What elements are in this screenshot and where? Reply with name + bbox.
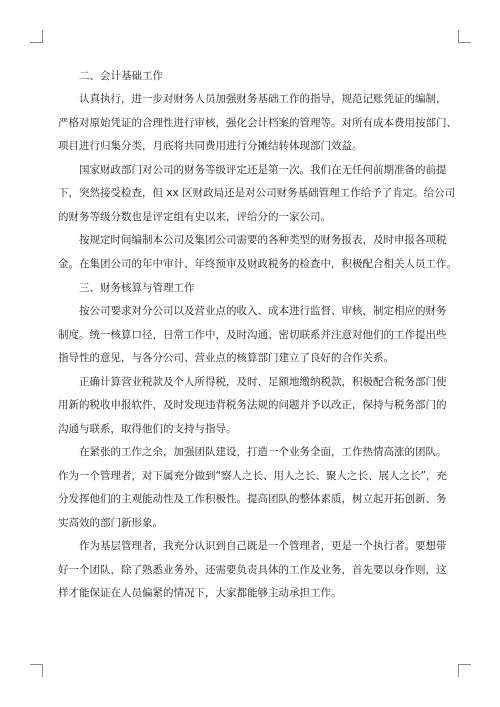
paragraph-line: 项目进行归集分类，月底将共同费用进行分摊结转体现部门效益。 <box>58 140 363 152</box>
paragraph <box>58 371 447 442</box>
paragraph <box>58 88 457 159</box>
paragraph-line: 金。在集团公司的年中审计、年终预审及财政税务的检查中，积极配合相关人员工作。 <box>58 257 457 270</box>
crop-mark-bottom-left <box>30 664 43 677</box>
paragraph-line: 按公司要求对分公司以及营业点的收入、成本进行监督、审核，制定相应的财务 <box>79 305 447 317</box>
paragraph-line: 实高效的部门新形象。 <box>58 516 163 529</box>
paragraph-line: 正确计算营业税款及个人所得税，及时、足额地缴纳税款，积极配合税务部门使 <box>79 375 447 388</box>
paragraph-line: 作为基层管理者，我充分认识到自己既是一个管理者，更是一个执行者。要想带 <box>79 540 447 552</box>
paragraph-line: 按规定时间编制本公司及集团公司需要的各种类型的财务报表，及时申报各项税 <box>79 234 447 246</box>
document-body <box>58 64 457 606</box>
paragraph-line: 认真执行，进一步对财务人员加强财务基础工作的指导，规范记账凭证的编制， <box>79 93 447 105</box>
paragraph-line: 作为一个管理者，对下属充分做到“察人之长、用人之长、聚人之长、展人之长”，充 <box>58 469 447 482</box>
paragraph-line: 国家财政部门对公司的财务等级评定还是第一次。我们在无任何前期准备的前提 <box>79 163 447 176</box>
paragraph-line: 好一个团队，除了熟悉业务外，还需要负责具体的工作及业务，首先要以身作则，这 <box>58 563 447 576</box>
paragraph-line: 下，突然接受检查，但 xx 区财政局还是对公司财务基础管理工作给予了肯定。给公司 <box>58 187 456 199</box>
paragraph-line: 的财务等级分数也是评定组有史以来，评给分的一家公司。 <box>58 210 331 223</box>
crop-mark-bottom-right <box>458 664 471 677</box>
paragraph-line: 沟通与联系，取得他们的支持与指导。 <box>58 422 237 435</box>
paragraph-line: 指导性的意见，与各分公司、营业点的核算部门建立了良好的合作关系。 <box>58 352 394 364</box>
paragraph-line: 严格对原始凭证的合理性进行审核，强化会计档案的管理等。对所有成本费用按部门、 <box>58 116 457 129</box>
crop-mark-top-left <box>30 30 43 43</box>
paragraph-line: 样才能保证在人员偏紧的情况下，大家都能够主动承担工作。 <box>58 587 342 599</box>
paragraph <box>58 535 447 606</box>
paragraph <box>58 229 457 276</box>
paragraph <box>58 441 447 535</box>
paragraph <box>58 300 447 371</box>
paragraph <box>58 159 456 230</box>
paragraph-line: 用新的税收申报软件，及时发现违背税务法规的问题并予以改正，保持与税务部门的 <box>58 399 447 411</box>
section-heading: 二、会计基础工作 <box>79 70 163 82</box>
paragraph-line: 在紧张的工作之余，加强团队建设，打造一个业务全面，工作热情高涨的团队。 <box>79 446 447 458</box>
section-heading: 三、财务核算与管理工作 <box>79 282 195 294</box>
crop-mark-top-right <box>458 30 471 43</box>
paragraph-line: 制度。统一核算口径，日常工作中，及时沟通、密切联系并注意对他们的工作提出些 <box>58 328 447 341</box>
paragraph-line: 分发挥他们的主观能动性及工作积极性。提高团队的整体素质，树立起开拓创新、务 <box>58 493 447 505</box>
